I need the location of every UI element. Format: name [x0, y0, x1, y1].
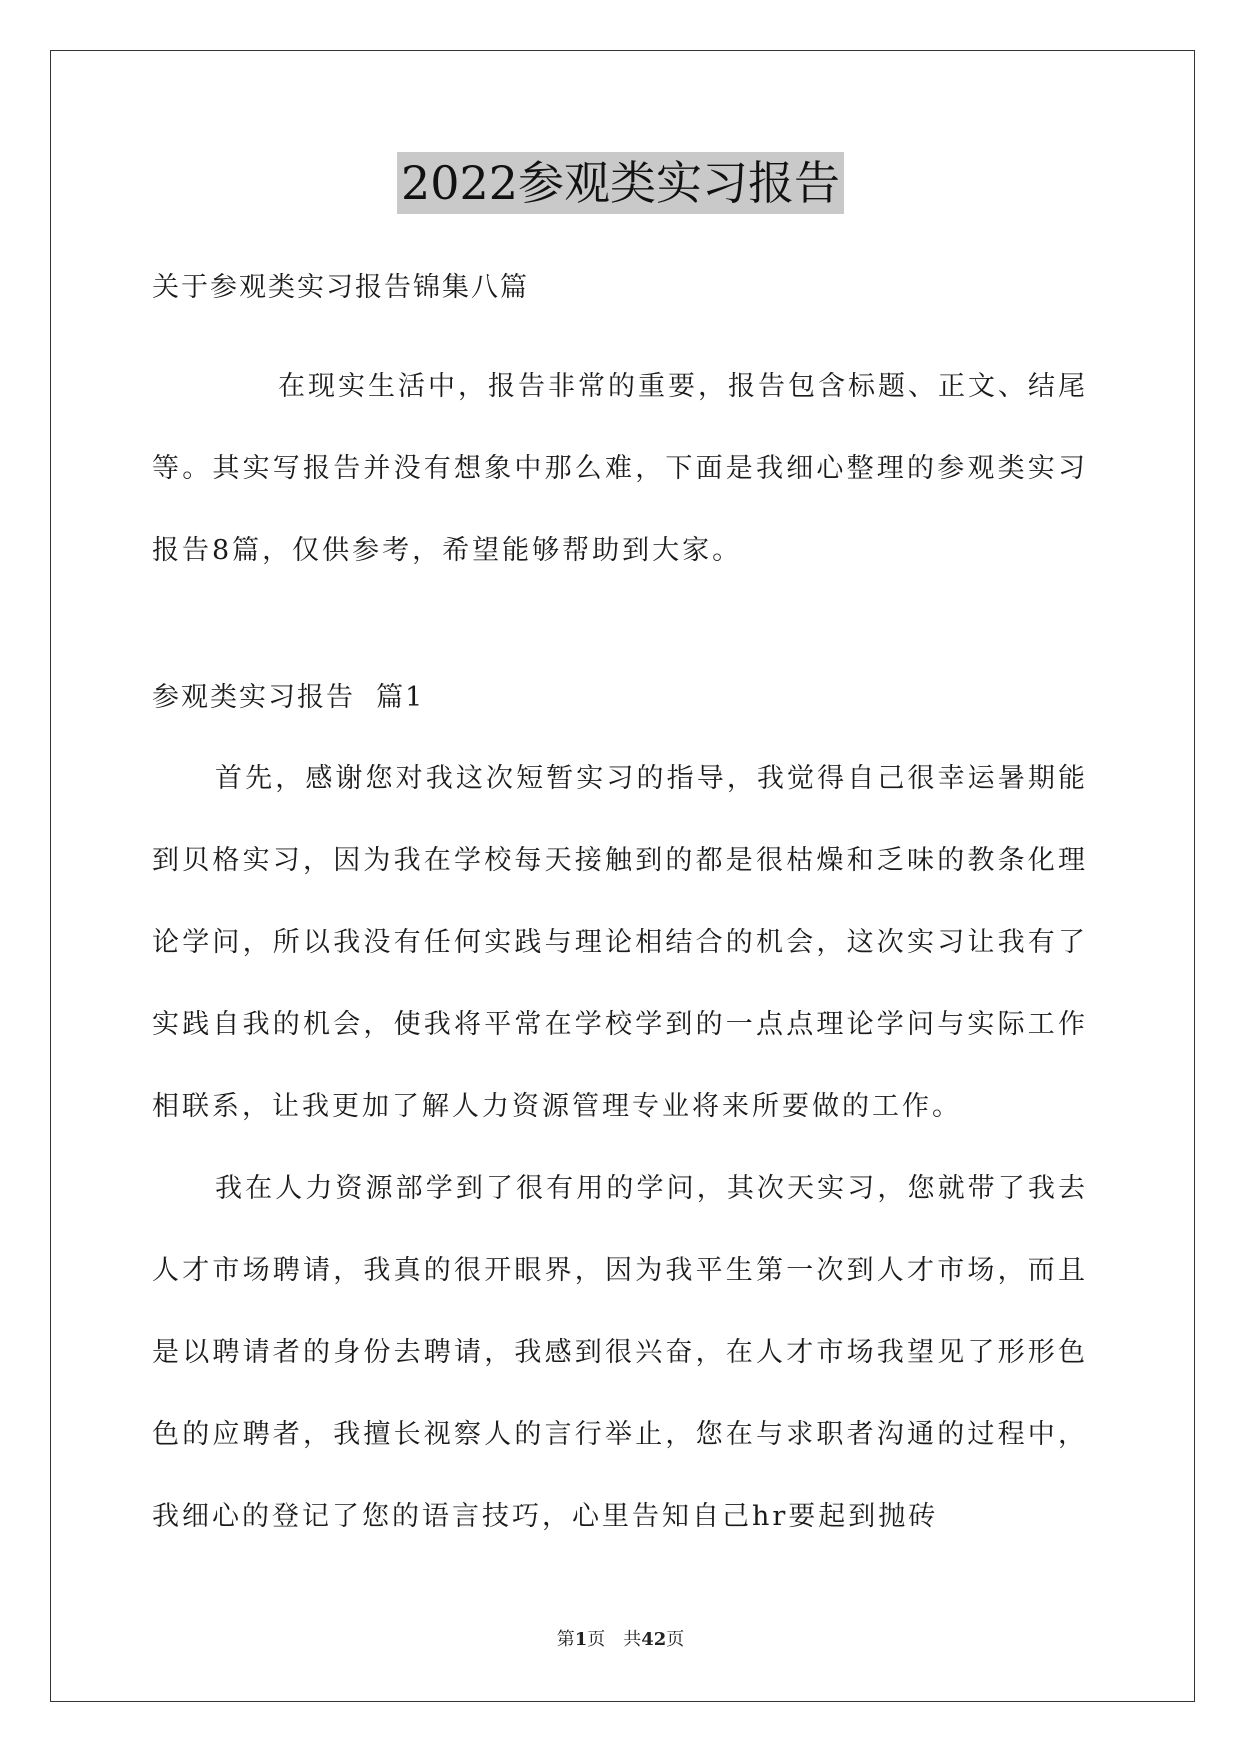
title-container — [0, 152, 1241, 214]
body-paragraph-1: 首先，感谢您对我这次短暂实习的指导，我觉得自己很幸运暑期能到贝格实习，因为我在学校每天接触到的都是很枯燥和乏味的教条化理论学问，所以我没有任何实践与理论相结合的机会，这次实习让我有了实践自我的机会，使我将平常在学校学到的一点点理论学问与实际工作相联系，让我更加了解人力资源管理专业将来所要做的工作。 — [152, 763, 1088, 1122]
total-pages: 42 — [641, 1629, 667, 1650]
total-suffix: 页 — [666, 1629, 685, 1650]
page-footer — [0, 1628, 1241, 1652]
page-number: 1 — [574, 1629, 588, 1650]
document-title: 2022参观类实习报告 — [397, 152, 844, 214]
total-prefix: 共 — [623, 1629, 642, 1650]
body-paragraph-2: 我在人力资源部学到了很有用的学问，其次天实习，您就带了我去人才市场聘请，我真的很开眼界，因为我平生第一次到人才市场，而且是以聘请者的身份去聘请，我感到很兴奋，在人才市场我望见了形形色色的应聘者，我擅长视察人的言行举止，您在与求职者沟通的过程中，我细心的登记了您的语言技巧，心里告知自己hr要起到抛砖 — [152, 1173, 1088, 1532]
document-subtitle: 关于参观类实习报告锦集八篇 — [152, 272, 529, 303]
intro-paragraph: 在现实生活中，报告非常的重要，报告包含标题、正文、结尾等。其实写报告并没有想象中那么难，下面是我细心整理的参观类实习报告8篇，仅供参考，希望能够帮助到大家。 — [152, 371, 1088, 566]
section-heading: 参观类实习报告 篇1 — [152, 682, 425, 713]
page-suffix: 页 — [587, 1629, 606, 1650]
page-prefix: 第 — [556, 1629, 575, 1650]
